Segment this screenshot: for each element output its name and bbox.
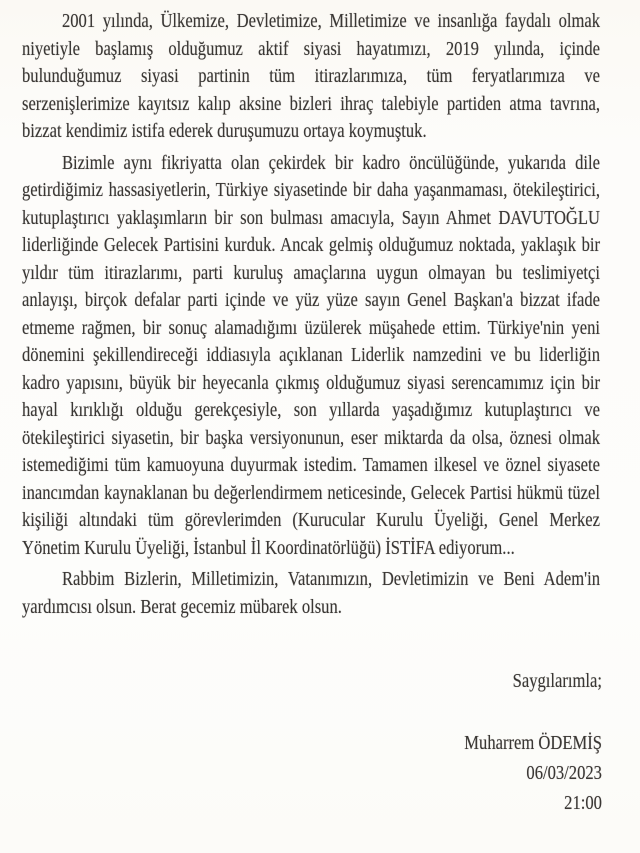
signature-time: 21:00: [564, 792, 602, 814]
signer-name: Muharrem ÖDEMİŞ: [464, 732, 602, 754]
signature-block: [464, 668, 602, 819]
letter-body: [22, 8, 600, 621]
closing-salutation: Saygılarımla;: [512, 671, 602, 692]
signature-date: 06/03/2023: [526, 762, 602, 784]
letter-paragraph-opening: 2001 yılında, Ülkemize, Devletimize, Milletimize ve insanlığa faydalı olmak niyetiyle başlamış olduğumuz aktif siyasi hayatımızı, 2019 yılında, içinde bulunduğumuz siyasi partinin tüm itirazlarımıza, tüm feryatlarımıza ve serzenişlerimize kayıtsız kalıp aksine bizleri ihraç talebiyle partiden atma tavrına, bizzat kendimiz istifa ederek duruşumuzu ortaya koymuştuk.: [22, 11, 600, 142]
letter-paragraph-main: Bizimle aynı fikriyatta olan çekirdek bir kadro öncülüğünde, yukarıda dile getirdiğimiz hassasiyetlerin, Türkiye siyasetinde bir daha yaşanmaması, ötekileştirici, kutuplaştırıcı yaklaşımların bir son bulması amacıyla, Sayın Ahmet DAVUTOĞLU liderliğinde Gelecek Partisini kurduk. Ancak gelmiş olduğumuz noktada, yaklaşık bir yıldır tüm itirazlarımı, parti kuruluş amaçlarına uygun olmayan bu teslimiyetçi anlayışı, birçok defalar parti içinde ve yüz yüze sayın Genel Başkan'a bizzat ifade etmeme rağmen, bir sonuç alamadığımı üzülerek müşahede ettim. Türkiye'nin yeni dönemini şekillendireceği iddiasıyla açıklanan Liderlik namzedini ve bu liderliğin kadro yapısını, büyük bir heyecanla çıkmış olduğumuz siyasi serencamımız için bir hayal kırıklığı olduğu gerekçesiyle, son yıllarda yaşadığımız kutuplaştırıcı ve ötekileştirici siyasetin, bir başka versiyonunun, eser miktarda da olsa, öznesi olmak istemediğimi tüm kamuoyuna duyurmak istedim. Tamamen ilkesel ve öznel siyasete inancımdan kaynaklanan bu değerlendirmem neticesinde, Gelecek Partisi hükmü tüzel kişiliği altındaki tüm görevlerimden (Kurucular Kurulu Üyeliği, Genel Merkez Yönetim Kurulu Üyeliği, İstanbul İl Koordinatörlüğü) İSTİFA ediyorum...: [22, 152, 600, 559]
letter-paragraph-prayer: Rabbim Bizlerin, Milletimizin, Vatanımızın, Devletimizin ve Beni Adem'in yardımcısı olsun. Berat gecemiz mübarek olsun.: [22, 569, 600, 618]
